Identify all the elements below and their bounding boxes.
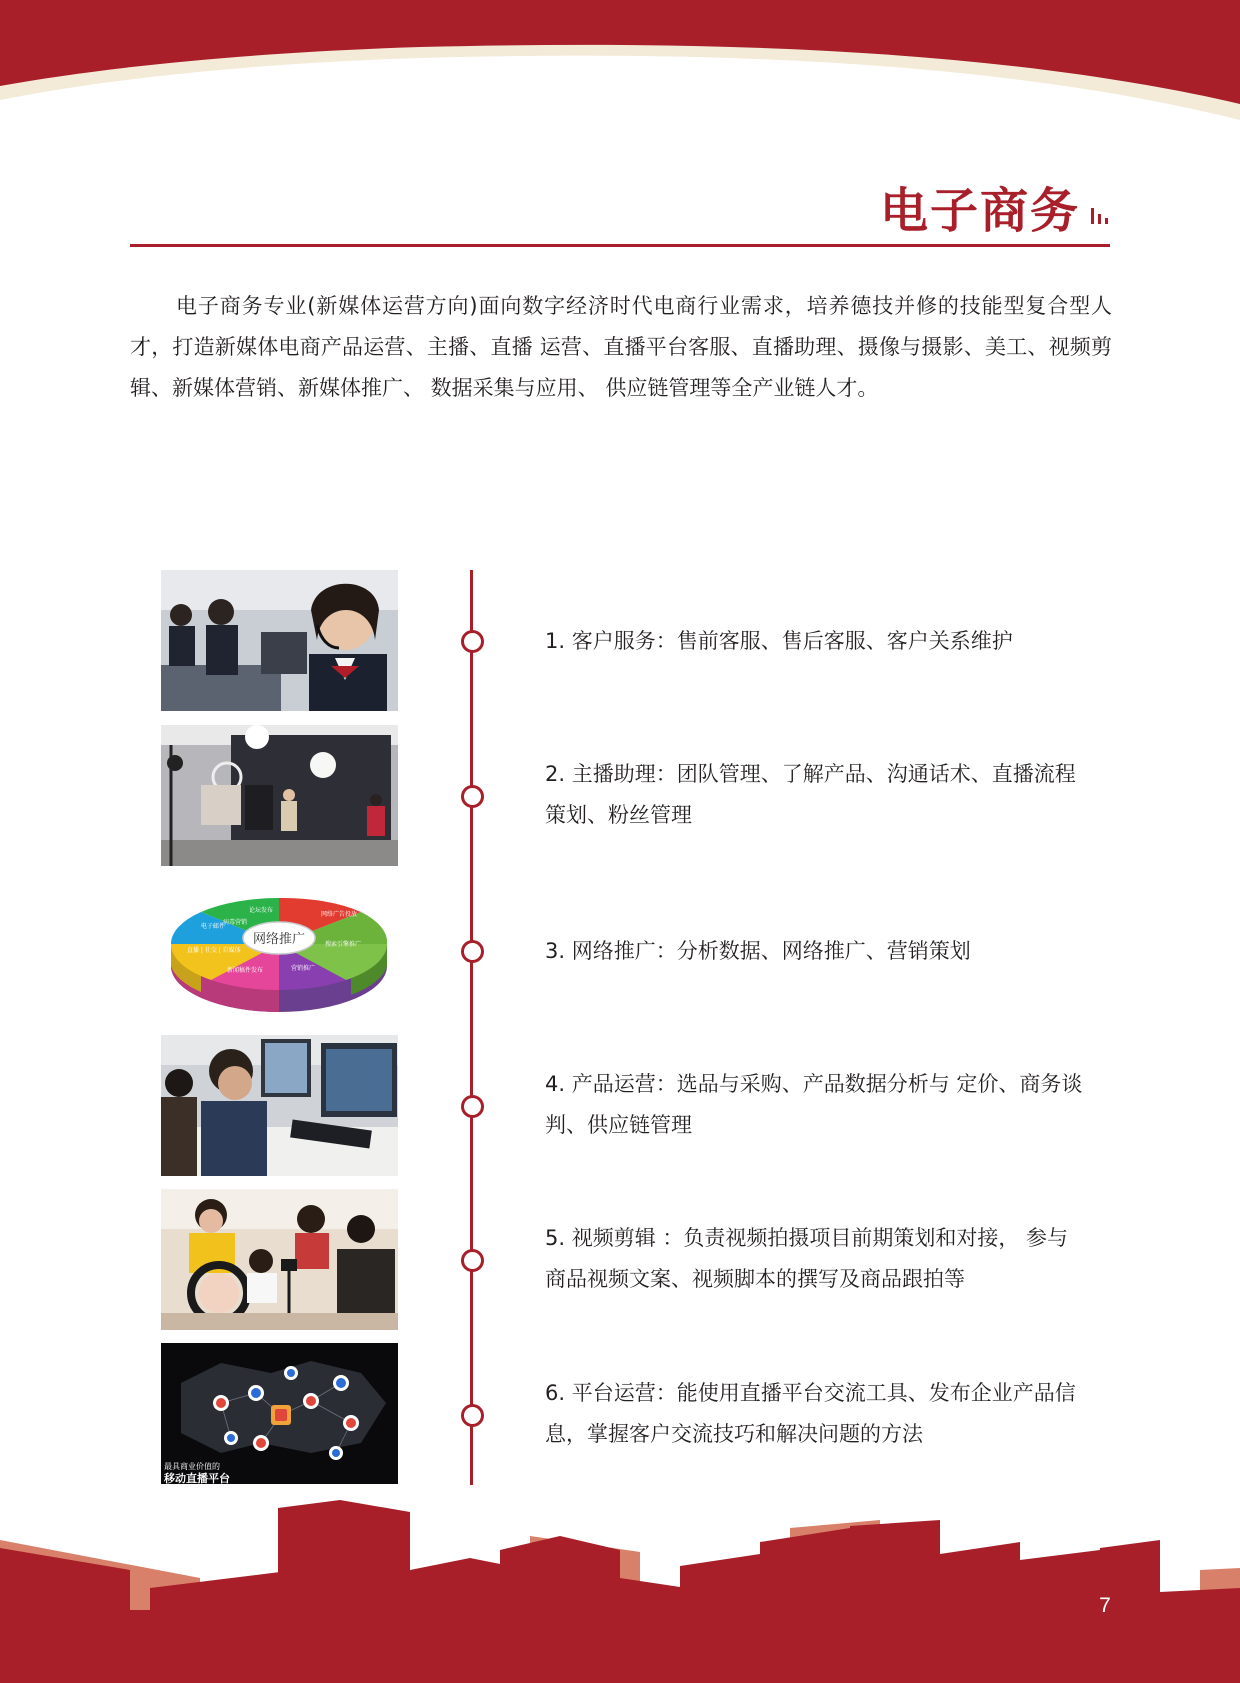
- platform-caption-line-1: 最具商业价值的: [164, 1462, 220, 1471]
- live-platform-image: [161, 1343, 398, 1484]
- pie-label-2: 病毒营销: [223, 919, 248, 926]
- timeline-node-4: [461, 1095, 484, 1118]
- pie-label-1: 电子邮件: [201, 923, 226, 930]
- network-promotion-pie: [161, 880, 398, 1021]
- live-studio-photo: [161, 725, 398, 866]
- page-title: 电子商务: [879, 183, 1080, 239]
- timeline-node-6: [461, 1404, 484, 1427]
- item-network-promotion: 3. 网络推广：分析数据、网络推广、营销策划: [545, 939, 971, 963]
- item-video-editing: 5. 视频剪辑 ：负责视频拍摄项目前期策划和对接， 参与商品视频文案、视频脚本的撰写及商品跟拍等: [545, 1226, 1069, 1291]
- title-divider: [130, 244, 1110, 247]
- bar-chart-icon: [1090, 206, 1112, 226]
- bottom-skyline-decoration: [0, 1490, 1240, 1683]
- item-platform-operation: 6. 平台运营：能使用直播平台交流工具、发布企业产品信息，掌握客户交流技巧和解决问题的方法: [545, 1381, 1076, 1446]
- customer-service-photo: [161, 570, 398, 711]
- timeline-node-2: [461, 785, 484, 808]
- pie-label-3: 论坛发布: [249, 907, 274, 914]
- timeline-line: [470, 570, 473, 1485]
- platform-caption-line-2: 移动直播平台: [164, 1472, 230, 1484]
- pie-label-5: 搜索引擎推广: [325, 941, 362, 948]
- pie-center-label: 网络推广: [252, 932, 306, 947]
- pie-label-4: 网络广告投放: [321, 911, 358, 918]
- timeline-node-3: [461, 940, 484, 963]
- top-wave-decoration: [0, 0, 1240, 140]
- video-editing-photo: [161, 1189, 398, 1330]
- pie-label-6: 营销推广: [291, 965, 316, 972]
- intro-paragraph: 电子商务专业(新媒体运营方向)面向数字经济时代电商行业需求，培养德技并修的技能型复合型人才，打造新媒体电商产品运营、主播、直播 运营、直播平台客服、直播助理、摄像与摄影、美工、视频剪辑、新媒体营销、新媒体推广、 数据采集与应用、 供应链管理等全产业链人才。: [130, 294, 1112, 400]
- pie-label-7: 直播 | 社交 | 自媒体: [187, 947, 241, 954]
- product-operation-photo: [161, 1035, 398, 1176]
- item-product-operation: 4. 产品运营：选品与采购、产品数据分析与 定价、商务谈判、供应链管理: [545, 1072, 1083, 1137]
- item-customer-service: 1. 客户服务：售前客服、售后客服、客户关系维护: [545, 629, 1013, 653]
- page-number: 7: [1099, 1594, 1111, 1617]
- item-streaming-assistant: 2. 主播助理：团队管理、了解产品、沟通话术、直播流程策划、粉丝管理: [545, 762, 1076, 827]
- timeline-node-1: [461, 630, 484, 653]
- pie-label-8: 新闻稿件发布: [227, 967, 264, 974]
- timeline-node-5: [461, 1249, 484, 1272]
